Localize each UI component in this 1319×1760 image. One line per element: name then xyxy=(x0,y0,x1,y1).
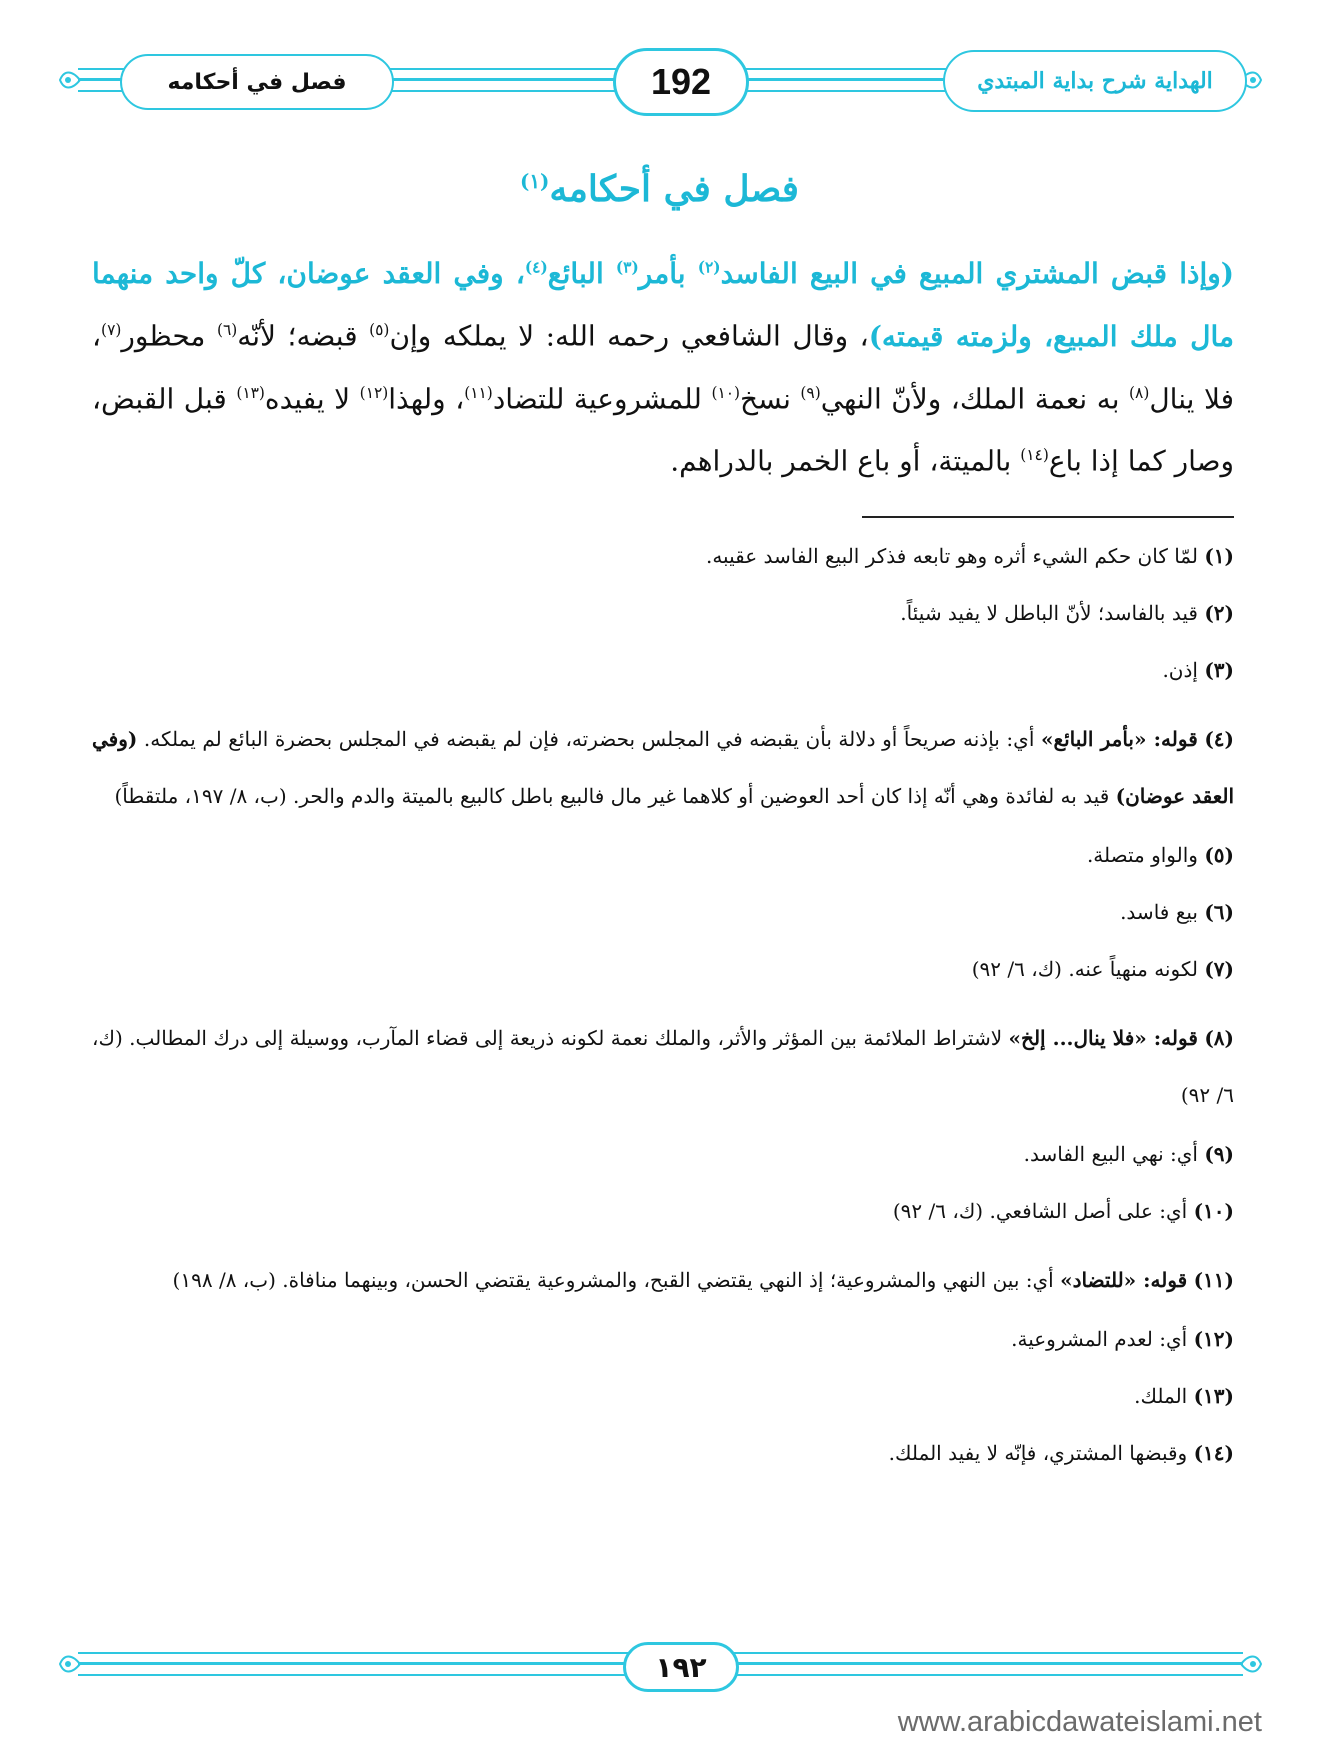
footnote-text: لمّا كان حكم الشيء أثره وهو تابعه فذكر البيع الفاسد عقيبه. xyxy=(705,544,1198,568)
sharh-part: ، وقال الشافعي رحمه الله: لا يملكه وإن xyxy=(389,319,869,353)
footnote-11 xyxy=(92,1252,1234,1309)
footnote-text: قيد بالفاسد؛ لأنّ الباطل لا يفيد شيئاً. xyxy=(900,601,1198,625)
footnote-14 xyxy=(92,1437,1234,1469)
footnote-number: (٨) xyxy=(1204,1026,1234,1050)
matn-part: البائع xyxy=(547,257,616,291)
header-chapter-label xyxy=(120,54,394,110)
footnote-text: أي: بإذنه صريحاً أو دلالة بأن يقبضه في المجلس بحضرته، فإن لم يقبضه في المجلس بحضرة البائع لم يملكه. xyxy=(137,727,1041,751)
page-footer xyxy=(58,1640,1263,1690)
main-text xyxy=(92,240,1234,489)
footnote-quote: «فلا ينال... إلخ» xyxy=(1008,1026,1147,1050)
footnote-number: (١٢) xyxy=(1193,1327,1234,1351)
sharh-part: محظور xyxy=(121,319,217,353)
page-header xyxy=(58,44,1263,114)
footnote-number: (١٣) xyxy=(1193,1384,1234,1408)
footnote-text: لاشتراط الملائمة بين المؤثر والأثر، والملك نعمة لكونه ذريعة إلى قضاء المآرب، ووسيلة إلى درك المطالب. (ك، ٦/ ٩٢) xyxy=(92,1026,1234,1107)
header-chapter-text: فصل في أحكامه xyxy=(167,69,347,95)
footer-page-number-text: ١٩٢ xyxy=(655,1650,707,1684)
footnote-text: أي: نهي البيع الفاسد. xyxy=(1023,1142,1198,1166)
footnote-lead: قوله: xyxy=(1146,727,1198,751)
footnote-quote: «بأمر البائع» xyxy=(1040,727,1147,751)
sharh-part: قبضه؛ لأنّه xyxy=(237,319,370,353)
footnote-text: أي: لعدم المشروعية. xyxy=(1011,1327,1188,1351)
footnote-text: وقبضها المشتري، فإنّه لا يفيد الملك. xyxy=(888,1441,1188,1465)
footnote-number: (١) xyxy=(1204,544,1234,568)
footnote-text: إذن. xyxy=(1162,658,1198,682)
footnote-text: قيد به لفائدة وهي أنّه إذا كان أحد العوضين أو كلاهما غير مال فالبيع باطل كالبيع بالميتة والدم والحر. (ب، ٨/ ١٩٧، ملتقطاً) xyxy=(114,784,1116,808)
footnote-text: أي: على أصل الشافعي. (ك، ٦/ ٩٢) xyxy=(892,1199,1188,1223)
section-title xyxy=(0,168,1319,210)
footnote-text: بيع فاسد. xyxy=(1120,900,1198,924)
sharh-part: لا يفيده xyxy=(264,381,360,415)
header-book-title-text: الهداية شرح بداية المبتدي xyxy=(977,68,1213,94)
matn-part: (وإذا قبض المشتري المبيع في البيع الفاسد xyxy=(720,257,1234,291)
footnote-5 xyxy=(92,839,1234,871)
sharh-part: ، فلا ينال xyxy=(92,319,1235,415)
footnote-ref: (١١) xyxy=(464,383,493,402)
footnote-ref: (٤) xyxy=(524,259,548,277)
header-book-title xyxy=(943,50,1247,112)
website-link[interactable]: www.arabicdawateislami.net xyxy=(897,1706,1262,1738)
header-page-number xyxy=(613,48,749,116)
footnote-number: (٦) xyxy=(1204,900,1234,924)
footnote-ref: (٢) xyxy=(697,259,721,277)
sharh-part: ، ولهذا xyxy=(388,381,465,415)
footnote-ref: (٥) xyxy=(369,321,390,340)
footnote-quote: «للتضاد» xyxy=(1060,1268,1137,1292)
footnote-7 xyxy=(92,953,1234,985)
footnote-3 xyxy=(92,654,1234,686)
footnote-13 xyxy=(92,1380,1234,1412)
footnote-number: (١٤) xyxy=(1193,1441,1234,1465)
footnote-ref: (٦) xyxy=(216,321,238,340)
footnote-ref: (١٣) xyxy=(236,383,265,402)
footnote-text: الملك. xyxy=(1134,1384,1188,1408)
section-title-text: فصل في أحكامه xyxy=(549,168,800,210)
footer-ornament-right-icon xyxy=(1239,1652,1263,1676)
sharh-part: قبل القبض، وصار كما إذا باع xyxy=(92,381,1234,478)
footnote-number: (٥) xyxy=(1204,843,1234,867)
footnote-separator xyxy=(862,516,1234,518)
footnote-6 xyxy=(92,896,1234,928)
footnotes xyxy=(92,540,1234,1494)
footnote-ref: (١٤) xyxy=(1020,445,1049,464)
footnote-ref: (٨) xyxy=(1129,383,1150,402)
footnote-quote: (وفي العقد عوضان) xyxy=(92,727,1234,808)
footnote-4 xyxy=(92,711,1234,825)
sharh-part: به نعمة الملك، ولأنّ النهي xyxy=(820,381,1130,415)
footnote-ref: (٩) xyxy=(800,383,821,402)
footnote-lead: قوله: xyxy=(1146,1026,1198,1050)
sharh-part: بالميتة، أو باع الخمر بالدراهم. xyxy=(670,444,1021,478)
matn-part: ، وفي العقد عوضان، كلّ واحد منهما مال ملك المبيع، ولزمته قيمته) xyxy=(92,257,1234,353)
matn-part: بأمر xyxy=(638,257,698,291)
footnote-number: (٢) xyxy=(1204,601,1234,625)
footnote-number: (٩) xyxy=(1204,1142,1234,1166)
footnote-number: (٤) xyxy=(1204,727,1234,751)
footnote-2 xyxy=(92,597,1234,629)
footnote-text: لكونه منهياً عنه. (ك، ٦/ ٩٢) xyxy=(971,957,1198,981)
footnote-text: والواو متصلة. xyxy=(1086,843,1198,867)
footnote-number: (١٠) xyxy=(1193,1199,1234,1223)
footer-ornament-left-icon xyxy=(58,1652,82,1676)
footnote-1 xyxy=(92,540,1234,572)
sharh-part: نسخ xyxy=(740,381,801,415)
footnote-number: (٣) xyxy=(1204,658,1234,682)
footnote-ref: (٣) xyxy=(615,259,639,277)
footnote-lead: قوله: xyxy=(1136,1268,1188,1292)
section-title-ref: (١) xyxy=(519,169,550,193)
footnote-ref: (١٠) xyxy=(711,383,741,402)
footnote-ref: (١٢) xyxy=(359,383,389,402)
footnote-10 xyxy=(92,1195,1234,1227)
sharh-part: للمشروعية للتضاد xyxy=(492,381,712,415)
header-page-number-text: 192 xyxy=(650,61,712,102)
footnote-number: (١١) xyxy=(1193,1268,1234,1292)
footnote-8 xyxy=(92,1010,1234,1124)
footer-page-number xyxy=(623,1642,739,1692)
footnote-ref: (٧) xyxy=(101,321,122,340)
footnote-12 xyxy=(92,1323,1234,1355)
ornament-left-icon xyxy=(58,68,82,92)
footnote-number: (٧) xyxy=(1204,957,1234,981)
footnote-9 xyxy=(92,1138,1234,1170)
footnote-text: أي: بين النهي والمشروعية؛ إذ النهي يقتضي القبح، والمشروعية يقتضي الحسن، وبينهما منافاة. (ب، ٨/ ١٩٨) xyxy=(172,1268,1061,1292)
